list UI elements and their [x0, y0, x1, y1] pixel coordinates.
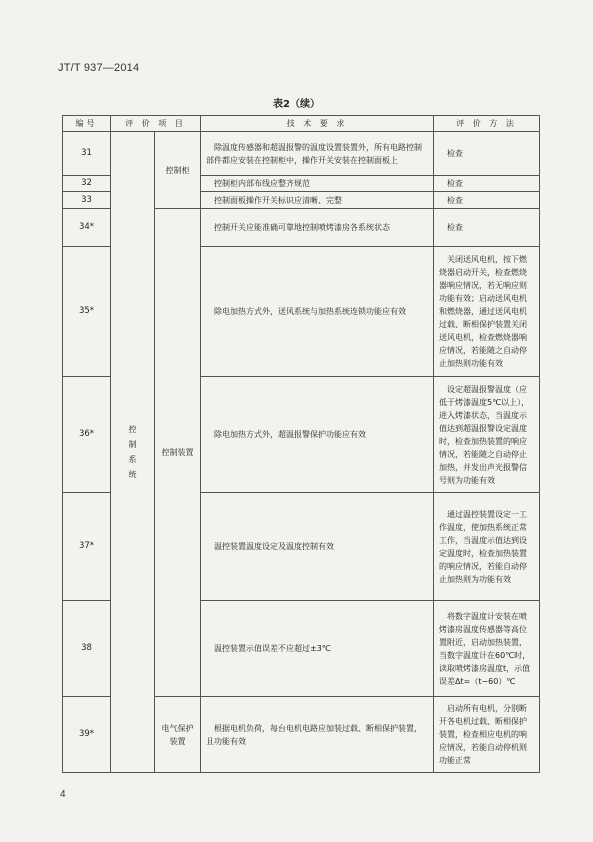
row-num: 32 — [63, 176, 111, 192]
standard-header: JT/T 937—2014 — [58, 62, 140, 74]
col-header-method: 评 价 方 法 — [434, 116, 540, 132]
table-row — [63, 132, 540, 176]
row-req: 根据电机负荷，每台电机电路应加装过载、断相保护装置，且功能有效 — [201, 697, 434, 773]
row-req: 控制开关应能准确可靠地控制喷烤漆房各系统状态 — [201, 209, 434, 247]
group-control-system — [111, 132, 155, 773]
row-method: 通过温控装置设定一工作温度，使加热系统正常工作，当温度示值达到设定温度时，检查加热装置的响应情况，若能自动停止加热则为功能有效 — [434, 493, 540, 601]
row-req: 控制柜内部布线应整齐规范 — [201, 176, 434, 192]
subgroup-electrical-protection: 电气保护装置 — [155, 697, 201, 773]
row-num: 36* — [63, 377, 111, 493]
row-method: 检查 — [434, 132, 540, 176]
page-number: 4 — [60, 789, 66, 800]
table-caption: 表2（续） — [273, 99, 320, 110]
row-num: 31 — [63, 132, 111, 176]
row-method: 设定超温报警温度（应低于烤漆温度5℃以上），进入烤漆状态，当温度示值达到超温报警设定温度时，检查加热装置的响应情况，若能随之自动停止加热，并发出声光报警信号则为功能有效 — [434, 377, 540, 493]
row-method: 关闭送风电机，按下燃烧器启动开关，检查燃烧器响应情况，若无响应则功能有效；启动送风电机和燃烧器，通过送风电机过载、断相保护装置关闭送风电机，检查燃烧器响应情况，若能随之自动停止加热则功能有效 — [434, 247, 540, 377]
row-num: 35* — [63, 247, 111, 377]
row-req: 除温度传感器和超温报警的温度设置装置外，所有电路控制部件都应安装在控制柜中，操作开关安装在控制面板上 — [201, 132, 434, 176]
row-req: 除电加热方式外，超温报警保护功能应有效 — [201, 377, 434, 493]
col-header-item: 评 价 项 目 — [111, 116, 201, 132]
subgroup-cabinet: 控制柜 — [155, 132, 201, 209]
col-header-num: 编号 — [63, 116, 111, 132]
row-req: 温控装置示值误差不应超过±3℃ — [201, 601, 434, 697]
row-num: 33 — [63, 192, 111, 209]
row-num: 37* — [63, 493, 111, 601]
row-method: 启动所有电机，分别断开各电机过载、断相保护装置，检查相应电机的响应情况，若能自动停机则功能正常 — [434, 697, 540, 773]
row-num: 34* — [63, 209, 111, 247]
col-header-req: 技 术 要 求 — [201, 116, 434, 132]
table-header-row — [63, 116, 540, 132]
row-num: 39* — [63, 697, 111, 773]
row-method: 检查 — [434, 192, 540, 209]
row-req: 除电加热方式外，送风系统与加热系统连锁功能应有效 — [201, 247, 434, 377]
row-method: 检查 — [434, 209, 540, 247]
subgroup-control-device: 控制装置 — [155, 209, 201, 697]
group-label: 控制系统 — [128, 425, 137, 479]
spec-table — [62, 115, 540, 773]
row-method: 将数字温度计安装在喷烤漆房温度传感器等高位置附近，启动加热装置，当数字温度计在60℃时，读取喷烤漆房温度t，示值误差Δt=（t−60）℃ — [434, 601, 540, 697]
row-num: 38 — [63, 601, 111, 697]
row-req: 控制面板操作开关标识应清晰、完整 — [201, 192, 434, 209]
row-req: 温控装置温度设定及温度控制有效 — [201, 493, 434, 601]
row-method: 检查 — [434, 176, 540, 192]
